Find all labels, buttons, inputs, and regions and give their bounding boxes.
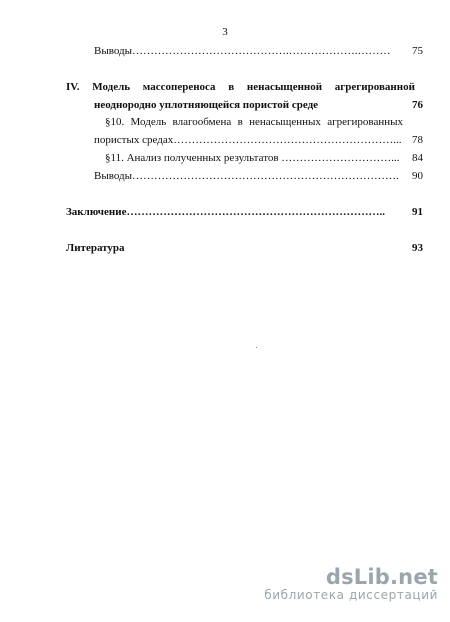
toc-section-10-title-line-1 bbox=[105, 115, 403, 129]
watermark-logo: dsLib.net bbox=[325, 565, 438, 589]
toc-chapter-iv-word: ненасыщенной bbox=[246, 81, 323, 93]
toc-section-10-word: влагообмена bbox=[172, 116, 232, 128]
toc-chapter-iv-word: в bbox=[228, 81, 235, 93]
toc-section-10-word: Модель bbox=[130, 116, 167, 128]
toc-entry-literature-page: 93 bbox=[412, 242, 423, 254]
toc-entry-conclusions-1: Выводы…………………………………….……………….……… bbox=[94, 45, 391, 57]
toc-section-11-title: §11. Анализ полученных результатов …………………………... bbox=[105, 152, 400, 164]
watermark bbox=[264, 566, 438, 602]
toc-chapter-iv-title-line-1 bbox=[66, 80, 415, 94]
toc-chapter-iv-word: Модель bbox=[92, 81, 131, 93]
toc-entry-conclusions-1-page: 75 bbox=[412, 45, 423, 57]
toc-section-10-word: в bbox=[237, 116, 243, 128]
toc-chapter-iv-word: массопереноса bbox=[142, 81, 216, 93]
toc-entry-conclusions-2-page: 90 bbox=[412, 170, 423, 182]
toc-entry-conclusion: Заключение…………………………………………………………….. bbox=[66, 206, 385, 218]
toc-section-11-page: 84 bbox=[412, 152, 423, 164]
toc-chapter-iv-title-line-2: неоднородно уплотняющейся пористой среде bbox=[94, 99, 319, 111]
toc-section-10-word: ненасыщенных bbox=[249, 116, 321, 128]
page-number: 3 bbox=[222, 26, 228, 38]
toc-chapter-iv-word: IV. bbox=[66, 81, 80, 93]
toc-chapter-iv-page: 76 bbox=[412, 99, 423, 111]
scan-speck bbox=[256, 347, 257, 348]
toc-entry-conclusions-2: Выводы………………………………………………………………. bbox=[94, 170, 399, 182]
toc-section-10-word: агрегированных bbox=[327, 116, 403, 128]
toc-entry-literature: Литература bbox=[66, 242, 125, 254]
watermark-tagline: библиотека диссертаций bbox=[264, 588, 438, 602]
toc-section-10-word: §10. bbox=[105, 116, 125, 128]
toc-entry-conclusion-page: 91 bbox=[412, 206, 423, 218]
toc-section-10-page: 78 bbox=[412, 134, 423, 146]
toc-section-10-title-line-2: пористых средах……………………………………………………... bbox=[94, 134, 402, 146]
toc-chapter-iv-word: агрегированной bbox=[334, 81, 415, 93]
